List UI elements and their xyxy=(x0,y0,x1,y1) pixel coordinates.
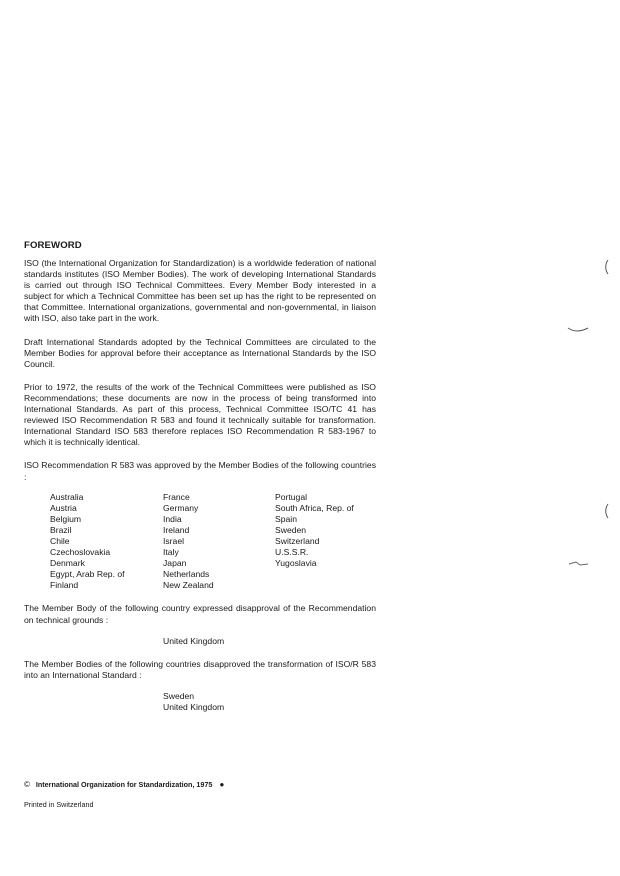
foreword-paragraph: ISO (the International Organization for Standardization) is a worldwide federation of national standards institutes (ISO Member Bodies). The work of developing International Standards is carried out through ISO Technical Committees. Every Member Body interested in a subject for which a Technical Committee has been set up has the right to be represented on that Committee. International organizations, governmental and non-governmental, in liaison with ISO, also take part in the work. xyxy=(24,258,376,324)
foreword-paragraph: The Member Body of the following country expressed disapproval of the Recommendation on technical grounds : xyxy=(24,603,376,625)
country-item: Yugoslavia xyxy=(275,558,317,569)
scan-artifact-mark xyxy=(602,502,612,520)
country-column xyxy=(275,492,395,592)
scan-artifact-mark xyxy=(602,258,612,276)
foreword-paragraph: Prior to 1972, the results of the work of the Technical Committees were published as ISO Recommendations; these documents are now in the process of being transformed into International Standards. As part of this process, Technical Committee ISO/TC 41 has reviewed ISO Recommendation R 583 and found it technically suitable for transformation. International Standard ISO 583 therefore replaces ISO Recommendation R 583-1967 to which it is technically identical. xyxy=(24,381,376,448)
country-item: United Kingdom xyxy=(163,702,225,712)
country-item: Finland xyxy=(50,580,79,591)
country-item: Israel xyxy=(163,535,185,546)
country-item: Czechoslovakia xyxy=(50,547,111,558)
country-column xyxy=(50,492,163,592)
country-item: New Zealand xyxy=(163,580,214,591)
copyright-text: International Organization for Standardization, 1975 xyxy=(35,780,213,789)
country-item: Chile xyxy=(50,535,70,546)
scan-artifact-mark xyxy=(566,556,592,570)
approving-countries-list xyxy=(50,492,376,592)
copyright-line xyxy=(24,780,424,789)
country-item: Netherlands xyxy=(163,569,210,580)
page-footer xyxy=(24,780,424,809)
country-item: Egypt, Arab Rep. of xyxy=(50,569,125,580)
disapproval-country-list xyxy=(163,636,376,647)
country-item: Australia xyxy=(50,491,84,502)
copyright-icon: © xyxy=(24,780,30,789)
country-item: South Africa, Rep. of xyxy=(275,502,354,513)
country-item: Portugal xyxy=(275,491,308,502)
foreword-section xyxy=(24,240,376,713)
country-column xyxy=(163,492,275,592)
transformation-disapproval-list xyxy=(163,691,376,713)
country-item: Austria xyxy=(50,502,77,513)
country-item: Germany xyxy=(163,502,199,513)
country-item: Sweden xyxy=(163,690,195,701)
country-item: France xyxy=(163,491,190,502)
country-item: Spain xyxy=(275,513,297,524)
foreword-paragraph: ISO Recommendation R 583 was approved by the Member Bodies of the following countries : xyxy=(24,460,376,482)
country-item: Ireland xyxy=(163,524,190,535)
foreword-paragraph: Draft International Standards adopted by the Technical Committees are circulated to the Member Bodies for approval before their acceptance as International Standards by the ISO Council. xyxy=(24,336,376,369)
foreword-heading: FOREWORD xyxy=(24,240,82,251)
country-item: Japan xyxy=(163,558,187,569)
country-item: Switzerland xyxy=(275,535,320,546)
country-item: Brazil xyxy=(50,524,72,535)
bullet-icon: ● xyxy=(219,780,225,789)
printed-in-text: Printed in Switzerland xyxy=(24,800,94,809)
country-item: India xyxy=(163,513,182,524)
country-item: Denmark xyxy=(50,558,85,569)
country-item: Belgium xyxy=(50,513,82,524)
country-item: U.S.S.R. xyxy=(275,547,309,558)
scan-artifact-mark xyxy=(566,322,592,336)
country-item: United Kingdom xyxy=(163,635,225,646)
country-item: Sweden xyxy=(275,524,307,535)
foreword-paragraph: The Member Bodies of the following countries disapproved the transformation of ISO/R 583 into an International Standard : xyxy=(24,658,376,680)
country-item: Italy xyxy=(163,547,179,558)
